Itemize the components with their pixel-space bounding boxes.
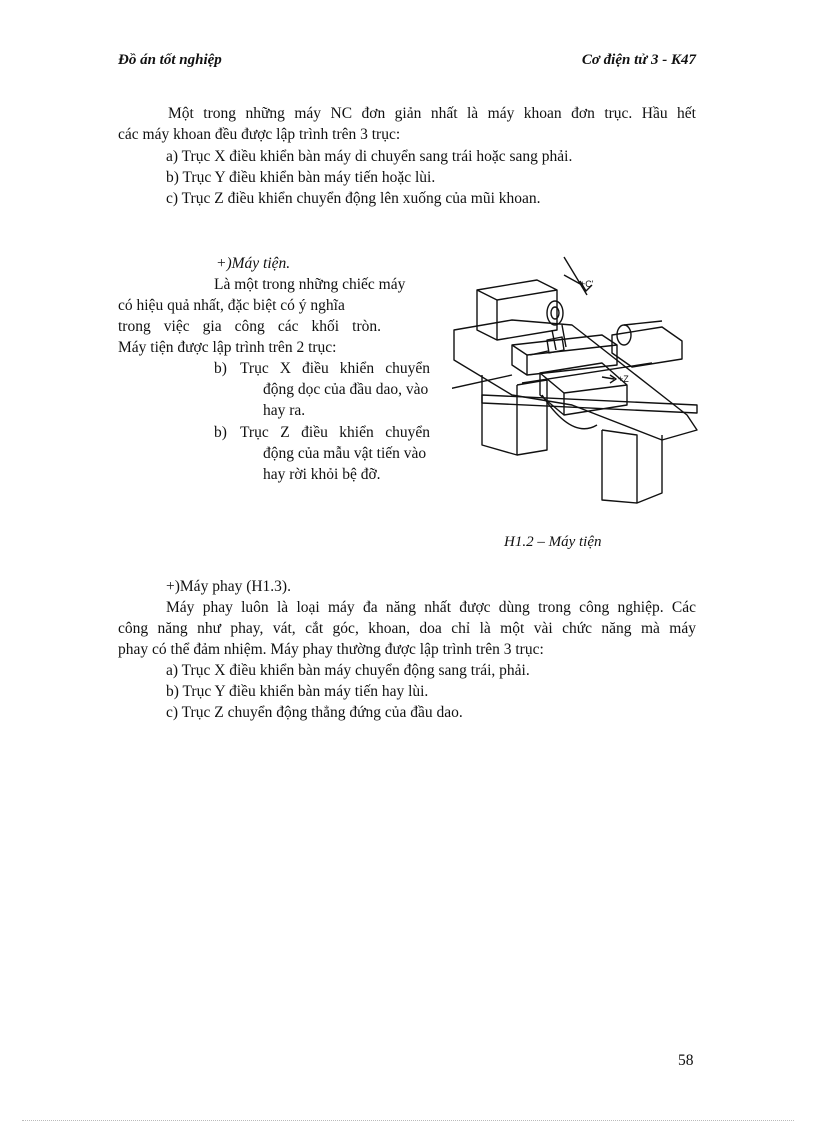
header-right-title: Cơ điện tử 3 - K47 [581, 52, 696, 68]
lathe-line-1: Là một trong những chiếc máy [214, 276, 406, 293]
lathe-item-text: động của mẫu vật tiến vào [263, 445, 427, 462]
intro-list-item: b) Trục Y điều khiển bàn máy tiến hoặc lùi. [166, 169, 436, 186]
milling-list-item: a) Trục X điều khiển bàn máy chuyển động sang trái, phải. [166, 662, 530, 679]
milling-line-2: công năng như phay, vát, cắt góc, khoan, doa chỉ là một vài chức năng mà máy [118, 620, 696, 637]
milling-list-item: c) Trục Z chuyển động thẳng đứng của đầu dao. [166, 704, 463, 721]
lathe-line-4: Máy tiện được lập trình trên 2 trục: [118, 339, 337, 356]
intro-list-item: c) Trục Z điều khiển chuyển động lên xuống của mũi khoan. [166, 190, 541, 207]
lathe-item-text: Trục X điều khiển chuyển [240, 360, 430, 377]
header-left-title: Đồ án tốt nghiệp [118, 52, 222, 68]
axis-label-c: +C' [580, 279, 594, 289]
lathe-figure [452, 255, 702, 505]
lathe-title: +)Máy tiện. [216, 255, 291, 272]
page-bottom-border [22, 1120, 794, 1121]
milling-title: +)Máy phay (H1.3). [166, 578, 291, 595]
intro-list-item: a) Trục X điều khiển bàn máy di chuyển sang trái hoặc sang phải. [166, 148, 573, 165]
lathe-item-text: hay ra. [263, 402, 306, 419]
milling-line-1: Máy phay luôn là loại máy đa năng nhất được dùng trong công nghiệp. Các [166, 599, 696, 616]
figure-caption: H1.2 – Máy tiện [504, 534, 602, 550]
lathe-line-3: trong việc gia công các khối tròn. [118, 318, 381, 335]
lathe-line-2: có hiệu quả nhất, đặc biệt có ý nghĩa [118, 297, 345, 314]
intro-line-2: các máy khoan đều được lập trình trên 3 trục: [118, 126, 401, 143]
lathe-item-text: động dọc của đầu dao, vào [263, 381, 429, 398]
axis-label-z: +Z [618, 374, 629, 384]
intro-list [166, 146, 572, 209]
milling-line-3: phay có thể đảm nhiệm. Máy phay thường được lập trình trên 3 trục: [118, 641, 544, 658]
milling-list-item: b) Trục Y điều khiển bàn máy tiến hay lùi. [166, 683, 429, 700]
lathe-item-marker: b) [214, 424, 227, 441]
intro-line-1: Một trong những máy NC đơn giản nhất là máy khoan đơn trục. Hầu hết [168, 105, 696, 122]
milling-list [166, 660, 530, 723]
lathe-item-text: hay rời khỏi bệ đỡ. [263, 466, 381, 483]
lathe-item-text: Trục Z điều khiển chuyển [240, 424, 430, 441]
page-number: 58 [678, 1052, 694, 1069]
lathe-item-marker: b) [214, 360, 227, 377]
